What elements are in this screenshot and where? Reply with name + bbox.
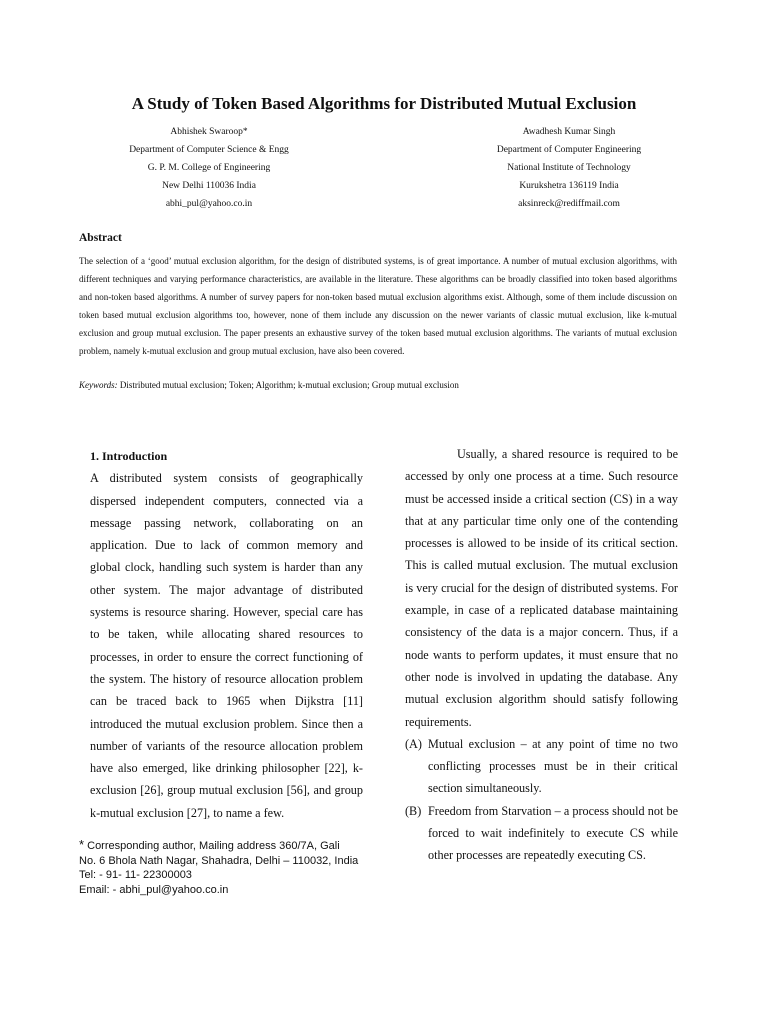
left-column <box>90 445 363 824</box>
author-block-2 <box>464 123 674 213</box>
author-block-1 <box>104 123 314 213</box>
requirement-text: Mutual exclusion – at any point of time no two conflicting processes must be in their critical section simultaneously. <box>428 736 678 796</box>
author-name: Awadhesh Kumar Singh <box>522 127 616 137</box>
paper-title: A Study of Token Based Algorithms for Distributed Mutual Exclusion <box>131 94 637 113</box>
footnote-marker: * <box>79 837 85 852</box>
intro-paragraph: A distributed system consists of geographically dispersed independent computers, connected via a message passing network, collaborating on an application. Due to lack of common memory and global clock, handling such system is harder than any other system. The major advantage of distributed systems is resource sharing. However, special care has to be taken, while allocating shared resources to processes, in order to ensure the correct functioning of the system. The history of resource allocation problem can be traced back to 1965 when Dijkstra [11] introduced the mutual exclusion problem. Since then a number of variants of the resource allocation problem have also emerged, like drinking philosopher [22], k-exclusion [26], group mutual exclusion [56], and group k-mutual exclusion [27], to name a few. <box>90 471 363 820</box>
keywords-text: Distributed mutual exclusion; Token; Algorithm; k-mutual exclusion; Group mutual exclusion <box>119 380 459 390</box>
footnote-line: Email: - abhi_pul@yahoo.co.in <box>79 883 229 896</box>
author-name: Abhishek Swaroop* <box>170 127 248 137</box>
keywords-line <box>79 378 677 392</box>
requirement-item <box>405 733 678 800</box>
requirement-item <box>405 800 678 867</box>
body-paragraph: Usually, a shared resource is required to be accessed by only one process at a time. Such resource must be accessed inside a critical section (CS) in a way that at any particular time only one of the contending processes is allowed to be inside of its critical section. This is called mutual exclusion. The mutual exclusion is very crucial for the design of distributed systems. For example, in case of a replicated database maintaining consistency of the data is a major concern. Thus, if a node wants to perform updates, it must ensure that no other node is involved in updating the database. Any mutual exclusion algorithm should satisfy following requirements. <box>405 447 678 729</box>
author-email: abhi_pul@yahoo.co.in <box>165 199 253 209</box>
author-email: aksinreck@rediffmail.com <box>518 199 620 209</box>
author-institution: G. P. M. College of Engineering <box>147 163 271 173</box>
requirement-label: (A) <box>405 736 422 751</box>
footnote-line: No. 6 Bhola Nath Nagar, Shahadra, Delhi – 110032, India <box>79 854 359 867</box>
abstract-heading: Abstract <box>79 232 122 244</box>
keywords-label: Keywords: <box>79 380 118 390</box>
requirement-text: Freedom from Starvation – a process should not be forced to wait indefinitely to execute CS while other processes are repeatedly executing CS. <box>428 803 678 863</box>
author-location: New Delhi 110036 India <box>162 181 256 191</box>
footnote <box>79 838 379 897</box>
author-location: Kurukshetra 136119 India <box>519 181 619 191</box>
author-department: Department of Computer Science & Engg <box>129 145 289 155</box>
section-heading-introduction: 1. Introduction <box>90 449 168 463</box>
abstract-text: The selection of a ‘good’ mutual exclusion algorithm, for the design of distributed systems, is of great importance. A number of mutual exclusion algorithms, with different techniques and varying performance characteristics, are available in the literature. These algorithms can be broadly classified into token based algorithms and non-token based algorithms. A number of survey papers for non-token based mutual exclusion algorithms exist. Although, some of them include discussion on token based mutual exclusion algorithms too, however, none of them include any discussion on the newer variants of classic mutual exclusion, like k-mutual exclusion and group mutual exclusion. The paper presents an exhaustive survey of the token based mutual exclusion algorithms. The variants of mutual exclusion problem, namely k-mutual exclusion and group mutual exclusion, have also been covered. <box>79 256 677 356</box>
footnote-line: Tel: - 91- 11- 22300003 <box>79 869 192 881</box>
right-column <box>405 443 678 867</box>
footnote-line: Corresponding author, Mailing address 360/7A, Gali <box>87 840 340 852</box>
requirement-label: (B) <box>405 803 422 818</box>
author-institution: National Institute of Technology <box>507 163 631 173</box>
author-department: Department of Computer Engineering <box>496 145 642 155</box>
